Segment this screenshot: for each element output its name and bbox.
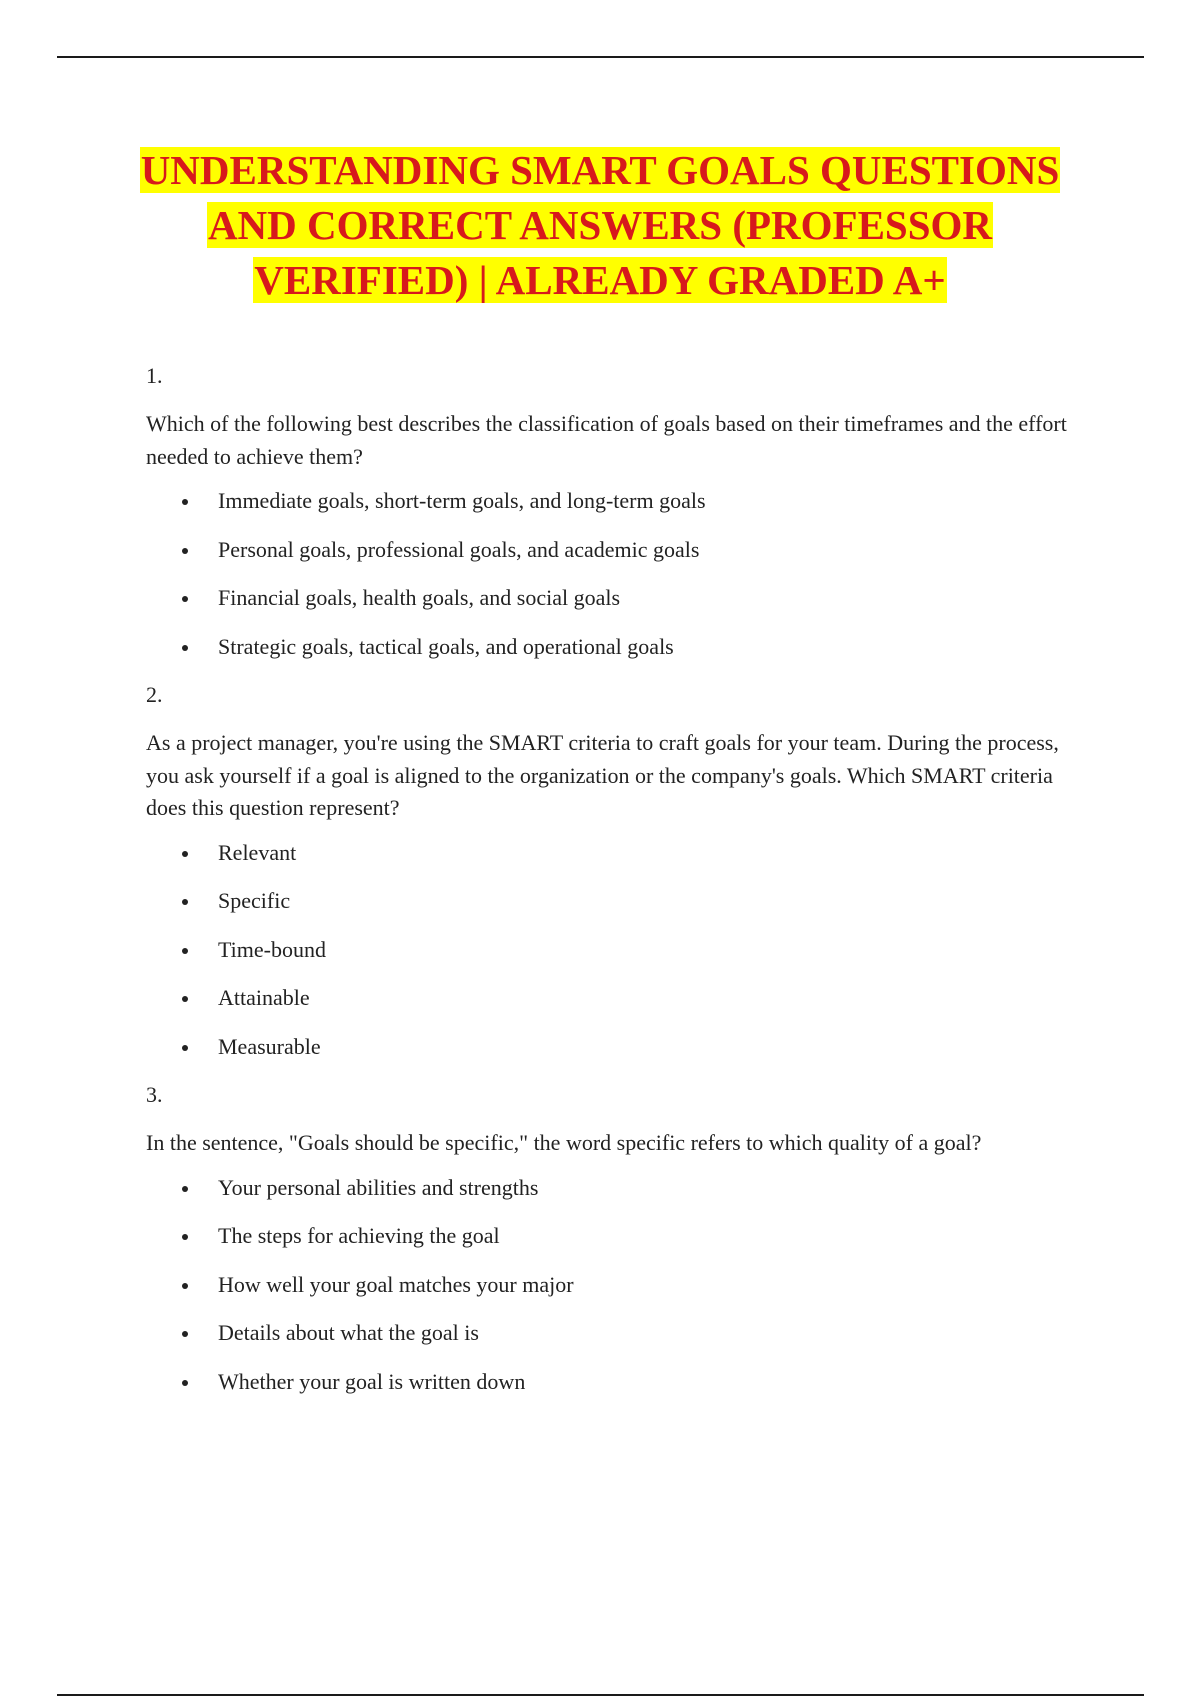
bullet-icon xyxy=(182,1186,188,1192)
answer-option: How well your goal matches your major xyxy=(146,1269,1086,1301)
bottom-divider xyxy=(57,1694,1144,1696)
bullet-icon xyxy=(182,948,188,954)
bullet-icon xyxy=(182,996,188,1002)
answer-option: The steps for achieving the goal xyxy=(146,1220,1086,1252)
bullet-icon xyxy=(182,851,188,857)
answer-option: Strategic goals, tactical goals, and operational goals xyxy=(146,631,1086,663)
question-text: As a project manager, you're using the SMART criteria to craft goals for your team. During the process, you ask yourself if a goal is aligned to the organization or the company's goals. Which SMART criteria does this question represent? xyxy=(146,730,1059,820)
question-number: 3. xyxy=(146,1082,163,1107)
bullet-icon xyxy=(182,548,188,554)
answer-options xyxy=(146,1172,1086,1398)
answer-option: Relevant xyxy=(146,837,1086,869)
top-divider xyxy=(57,56,1144,58)
question-text: Which of the following best describes the classification of goals based on their timeframes and the effort needed to achieve them? xyxy=(146,411,1067,469)
answer-option: Personal goals, professional goals, and academic goals xyxy=(146,534,1086,566)
title-line-2: AND CORRECT ANSWERS (PROFESSOR xyxy=(207,202,993,248)
bullet-icon xyxy=(182,1331,188,1337)
bullet-icon xyxy=(182,645,188,651)
title-line-3: VERIFIED) | ALREADY GRADED A+ xyxy=(254,257,946,303)
title-line-1: UNDERSTANDING SMART GOALS QUESTIONS xyxy=(140,147,1060,193)
question-number: 2. xyxy=(146,682,163,707)
question-1 xyxy=(146,360,1086,663)
bullet-icon xyxy=(182,1283,188,1289)
question-number: 1. xyxy=(146,363,163,388)
questions-section xyxy=(146,360,1086,1414)
question-2 xyxy=(146,679,1086,1063)
answer-option: Measurable xyxy=(146,1031,1086,1063)
answer-option: Attainable xyxy=(146,982,1086,1014)
bullet-icon xyxy=(182,596,188,602)
document-title xyxy=(100,143,1100,308)
answer-option: Financial goals, health goals, and social goals xyxy=(146,582,1086,614)
answer-option: Immediate goals, short-term goals, and long-term goals xyxy=(146,485,1086,517)
bullet-icon xyxy=(182,1234,188,1240)
answer-option: Time-bound xyxy=(146,934,1086,966)
answer-options xyxy=(146,837,1086,1063)
answer-option: Your personal abilities and strengths xyxy=(146,1172,1086,1204)
bullet-icon xyxy=(182,1380,188,1386)
bullet-icon xyxy=(182,899,188,905)
answer-option: Specific xyxy=(146,885,1086,917)
answer-option: Whether your goal is written down xyxy=(146,1366,1086,1398)
question-text: In the sentence, "Goals should be specific," the word specific refers to which quality of a goal? xyxy=(146,1130,982,1155)
answer-option: Details about what the goal is xyxy=(146,1317,1086,1349)
bullet-icon xyxy=(182,499,188,505)
question-3 xyxy=(146,1079,1086,1398)
answer-options xyxy=(146,485,1086,663)
bullet-icon xyxy=(182,1045,188,1051)
